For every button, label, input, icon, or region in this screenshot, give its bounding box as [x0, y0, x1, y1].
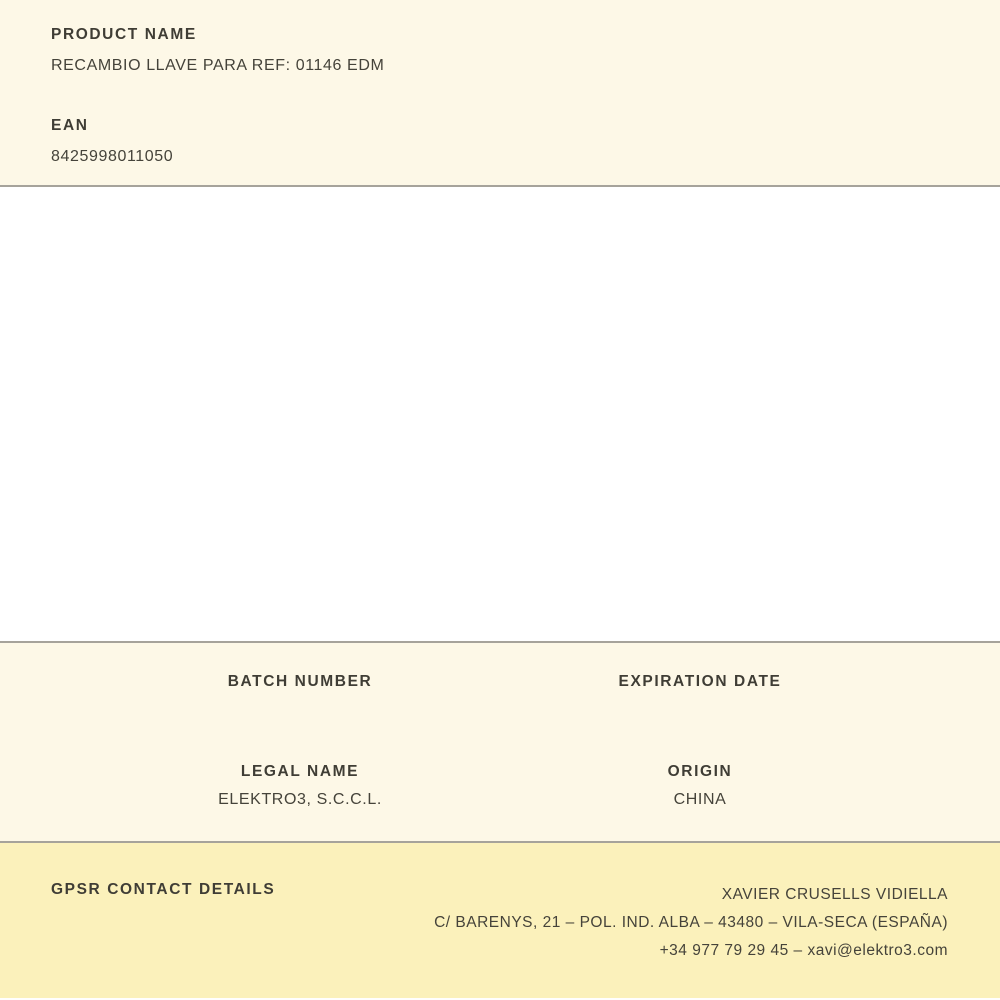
ean-field: [51, 117, 948, 166]
legal-name-field: [100, 763, 500, 817]
expiration-date-label: EXPIRATION DATE: [618, 673, 782, 690]
batch-number-field: [100, 673, 500, 727]
product-section: [0, 0, 1000, 187]
origin-field: [500, 763, 900, 817]
product-name-label: PRODUCT NAME: [51, 26, 197, 43]
contact-phone-email: +34 977 79 29 45 – xavi@elektro3.com: [659, 942, 948, 959]
gpsr-contact-section: [0, 843, 1000, 998]
details-section: [0, 643, 1000, 843]
gpsr-contact-lines: [434, 881, 948, 965]
contact-address: C/ BARENYS, 21 – POL. IND. ALBA – 43480 – VILA-SECA (ESPAÑA): [434, 914, 948, 931]
gpsr-contact-label: GPSR CONTACT DETAILS: [51, 881, 276, 898]
origin-value: CHINA: [673, 791, 727, 808]
expiration-date-field: [500, 673, 900, 727]
expiration-date-value: [500, 701, 900, 727]
batch-number-label: BATCH NUMBER: [227, 673, 373, 690]
origin-label: ORIGIN: [667, 763, 733, 780]
batch-number-value: [100, 701, 500, 727]
legal-name-value: ELEKTRO3, S.C.C.L.: [218, 791, 382, 808]
product-image-area: [0, 187, 1000, 643]
product-name-value: RECAMBIO LLAVE PARA REF: 01146 EDM: [51, 57, 385, 74]
legal-name-label: LEGAL NAME: [240, 763, 360, 780]
details-grid: [100, 673, 900, 853]
ean-label: EAN: [51, 117, 89, 134]
contact-name: XAVIER CRUSELLS VIDIELLA: [721, 886, 948, 903]
product-name-field: [51, 26, 948, 75]
ean-value: 8425998011050: [51, 148, 174, 165]
